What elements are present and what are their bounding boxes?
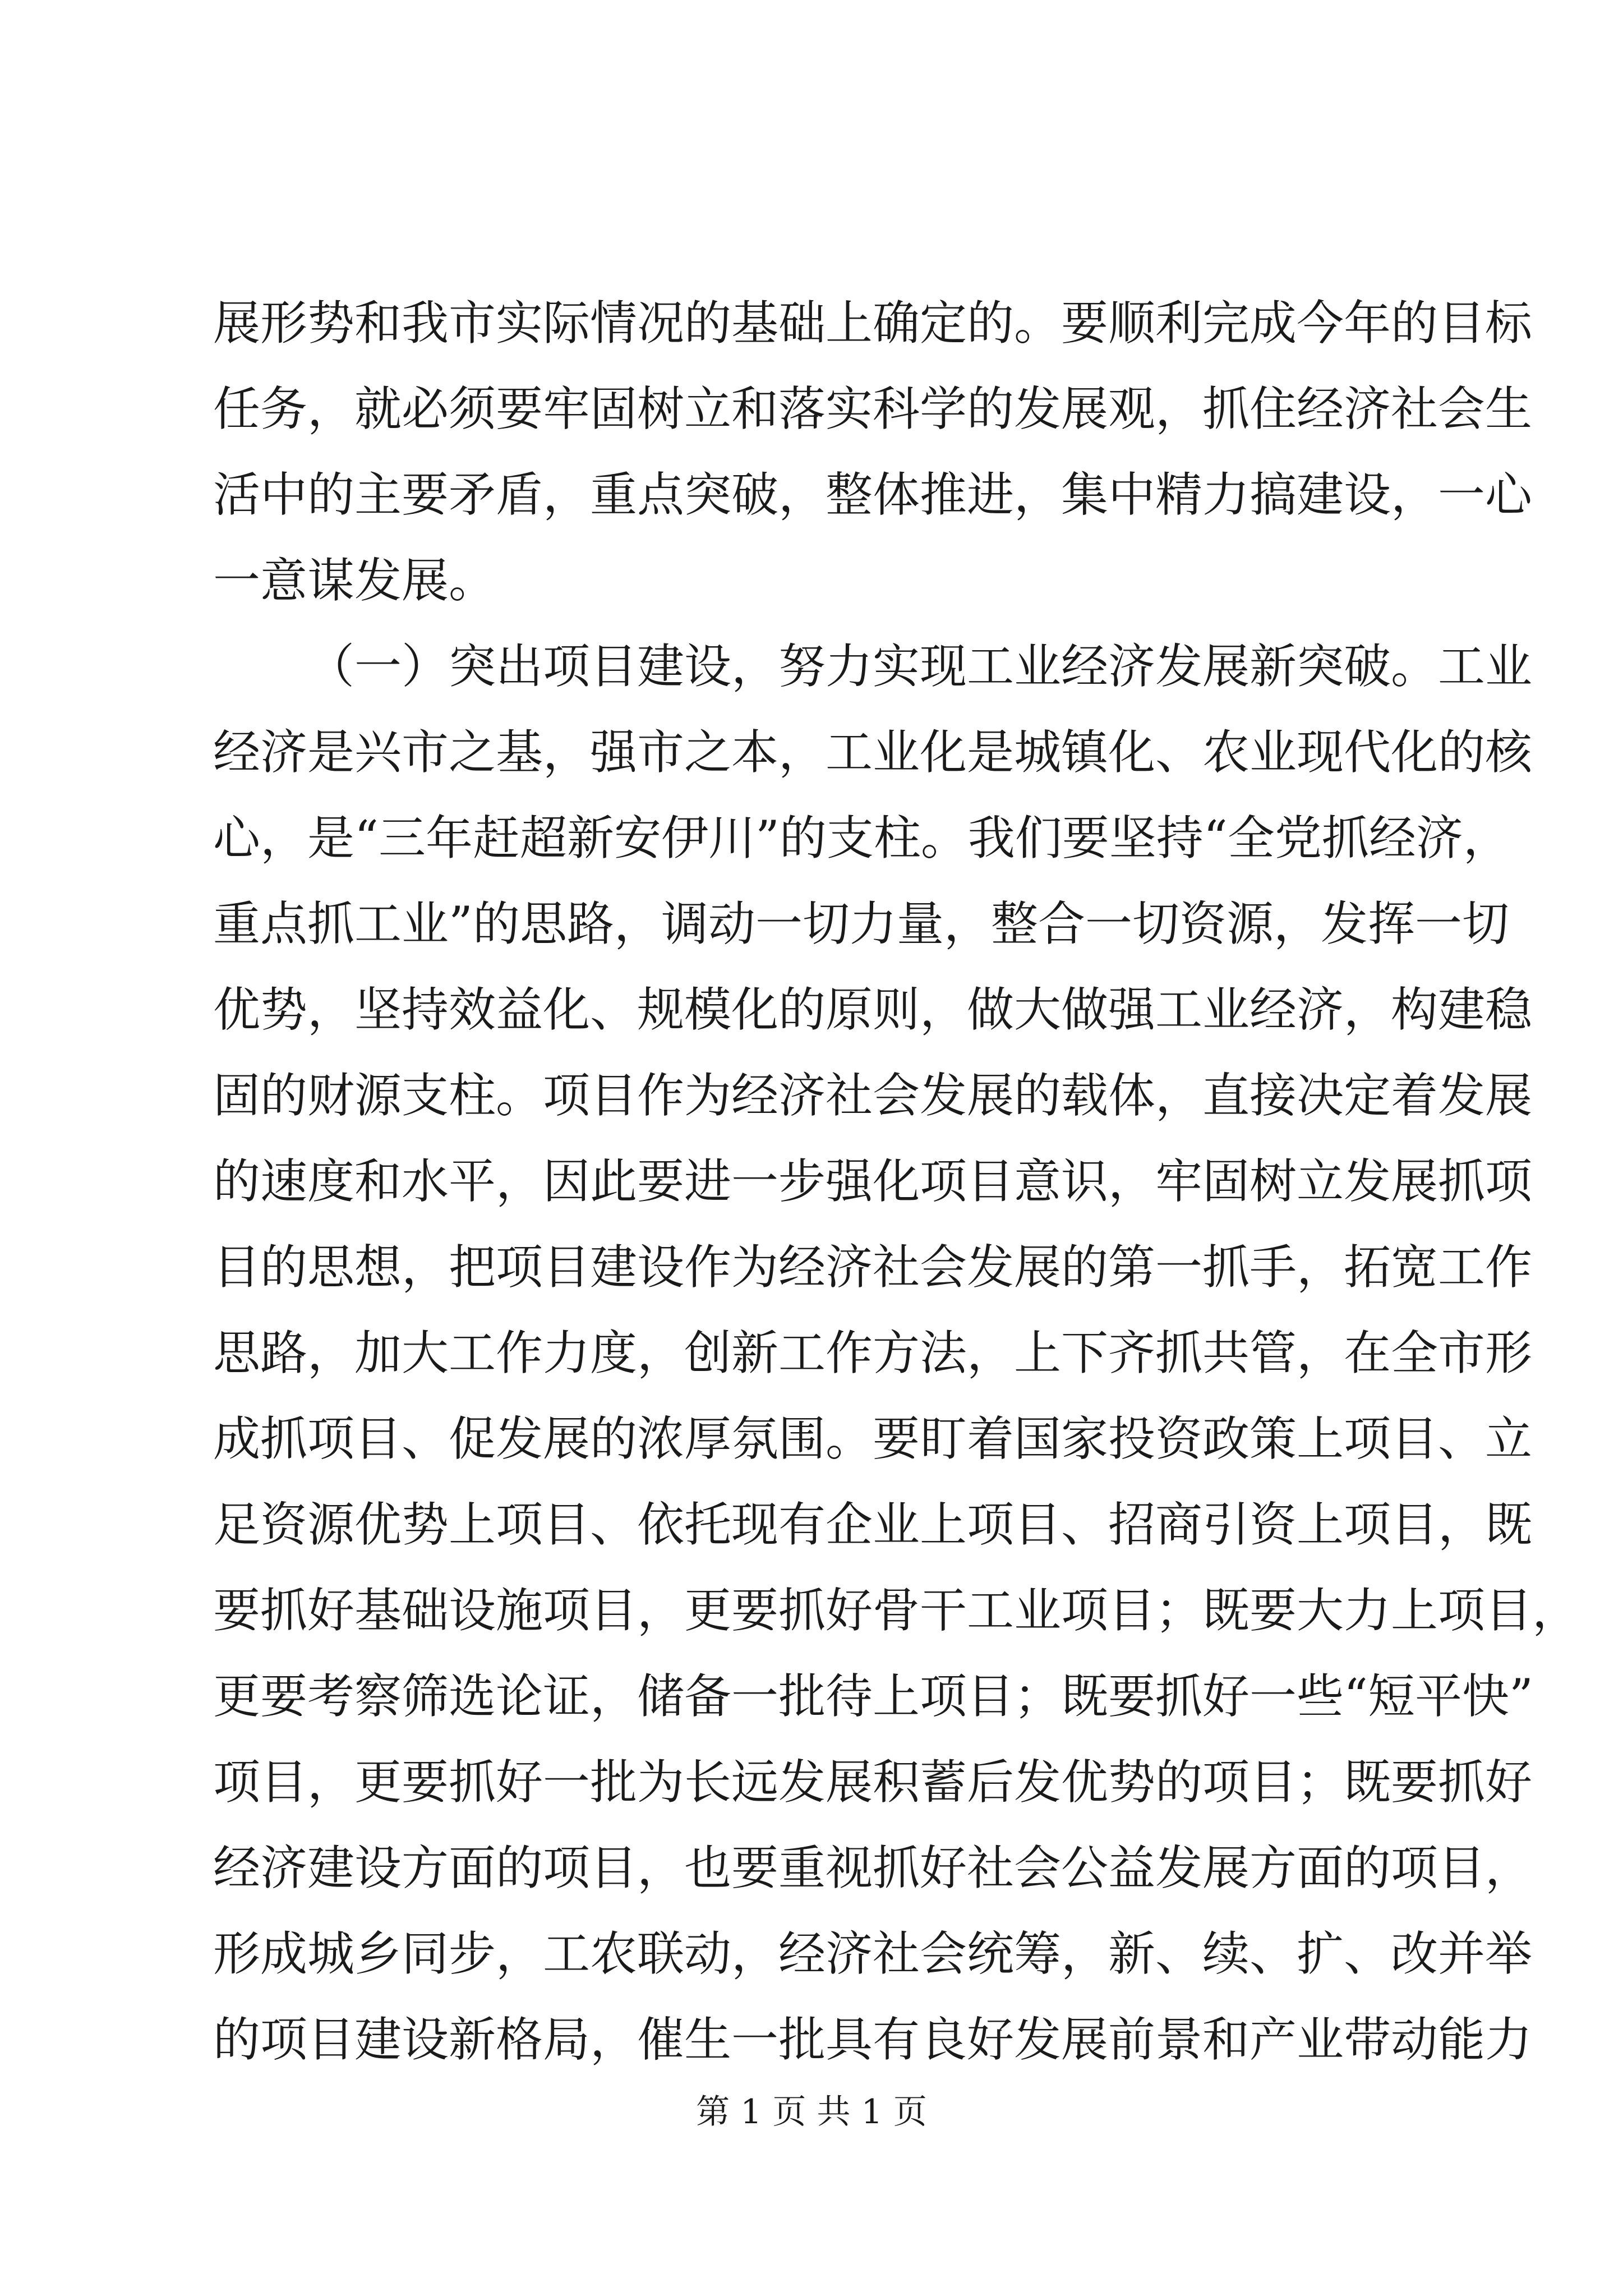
page-footer <box>0 2090 1623 2134</box>
text-line: 要抓好基础设施项目，更要抓好骨干工业项目；既要大力上项目， <box>213 1583 1580 1638</box>
text-line: 更要考察筛选论证，储备一批待上项目；既要抓好一些“短平快” <box>213 1669 1533 1724</box>
text-line: （一）突出项目建设，努力实现工业经济发展新突破。工业 <box>307 639 1533 694</box>
text-line: 活中的主要矛盾，重点突破，整体推进，集中精力搞建设，一心 <box>213 467 1533 522</box>
text-line: 的项目建设新格局，催生一批具有良好发展前景和产业带动能力 <box>213 2012 1533 2067</box>
text-line: 心，是“三年赶超新安伊川”的支柱。我们要坚持“全党抓经济， <box>213 811 1510 866</box>
text-line: 足资源优势上项目、依托现有企业上项目、招商引资上项目，既 <box>213 1497 1533 1552</box>
body-text <box>213 280 1580 2083</box>
text-line: 一意谋发展。 <box>213 553 496 608</box>
text-line: 成抓项目、促发展的浓厚氛围。要盯着国家投资政策上项目、立 <box>213 1411 1533 1466</box>
text-line: 思路，加大工作力度，创新工作方法，上下齐抓共管，在全市形 <box>213 1326 1533 1381</box>
text-line: 重点抓工业”的思路，调动一切力量，整合一切资源，发挥一切 <box>213 896 1509 951</box>
text-line: 固的财源支柱。项目作为经济社会发展的载体，直接决定着发展 <box>213 1068 1533 1123</box>
text-line: 的速度和水平，因此要进一步强化项目意识，牢固树立发展抓项 <box>213 1154 1533 1209</box>
text-line: 项目，更要抓好一批为长远发展积蓄后发优势的项目；既要抓好 <box>213 1755 1533 1810</box>
text-line: 优势，坚持效益化、规模化的原则，做大做强工业经济，构建稳 <box>213 982 1533 1037</box>
text-line: 任务，就必须要牢固树立和落实科学的发展观，抓住经济社会生 <box>213 381 1533 436</box>
text-line: 经济是兴市之基，强市之本，工业化是城镇化、农业现代化的核 <box>213 725 1533 780</box>
text-line: 目的思想，把项目建设作为经济社会发展的第一抓手，拓宽工作 <box>213 1240 1533 1295</box>
text-line: 展形势和我市实际情况的基础上确定的。要顺利完成今年的目标 <box>213 296 1533 351</box>
text-line: 经济建设方面的项目，也要重视抓好社会公益发展方面的项目， <box>213 1841 1533 1895</box>
page-number-label: 第 1 页 共 1 页 <box>696 2092 927 2132</box>
text-line: 形成城乡同步，工农联动，经济社会统筹，新、续、扩、改并举 <box>213 1926 1533 1981</box>
